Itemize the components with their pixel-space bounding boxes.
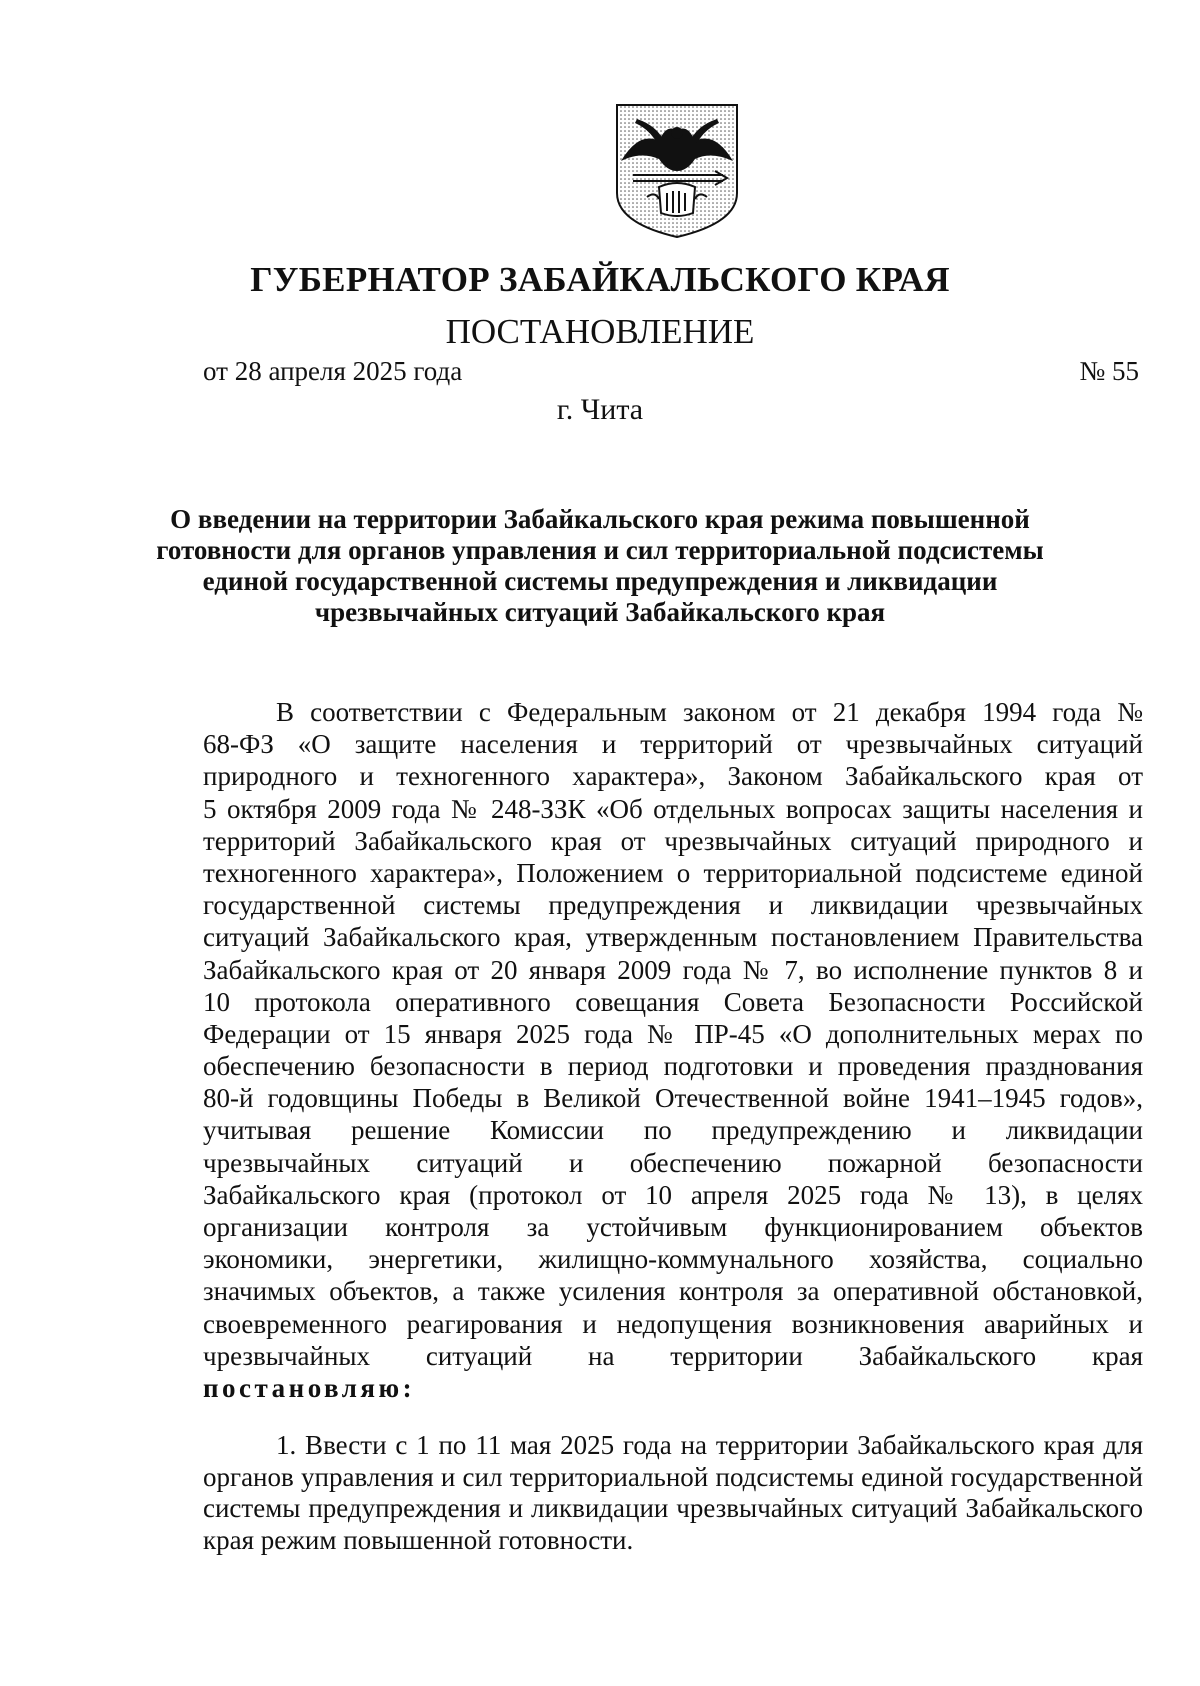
preamble-line: своевременного реагирования и недопущения возникновения аварийных и (203, 1308, 1143, 1339)
title-line: О введении на территории Забайкальского края режима повышенной (170, 504, 1030, 534)
document-number: № 55 (1079, 356, 1139, 386)
preamble-line: В соответствии с Федеральным законом от 21 декабря 1994 года № (276, 697, 1143, 727)
coat-of-arms-icon (611, 101, 743, 241)
paragraph-line: края режим повышенной готовности. (203, 1524, 634, 1555)
paragraph-line: органов управления и сил территориальной подсистемы единой государственной (203, 1461, 1143, 1492)
preamble-line: 5 октября 2009 года № 248-ЗЗК «Об отдельных вопросах защиты населения и (203, 793, 1143, 824)
issuing-authority: ГУБЕРНАТОР ЗАБАЙКАЛЬСКОГО КРАЯ (250, 260, 950, 299)
decree-word: постановляю: (203, 1372, 416, 1403)
preamble-line: значимых объектов, а также усиления контроля за оперативной обстановкой, (203, 1276, 1143, 1307)
document-date: от 28 апреля 2025 года (203, 356, 463, 386)
preamble-line: ситуаций Забайкальского края, утвержденным постановлением Правительства (203, 922, 1143, 953)
document-city: г. Чита (556, 393, 644, 426)
preamble-line: обеспечению безопасности в период подготовки и проведения празднования (203, 1051, 1143, 1082)
preamble (203, 696, 1143, 1404)
preamble-line: Забайкальского края (протокол от 10 апреля 2025 года № 13), в целях (203, 1179, 1143, 1210)
title-line: единой государственной системы предупреждения и ликвидации (202, 566, 998, 596)
preamble-line: экономики, энергетики, жилищно-коммунального хозяйства, социально (203, 1244, 1143, 1275)
paragraph-line: системы предупреждения и ликвидации чрезвычайных ситуаций Забайкальского (203, 1493, 1143, 1523)
preamble-line: организации контроля за устойчивым функционированием объектов (203, 1212, 1143, 1242)
document-type: ПОСТАНОВЛЕНИЕ (445, 312, 755, 351)
preamble-line: территорий Забайкальского края от чрезвычайных ситуаций природного и (203, 825, 1143, 856)
preamble-line: чрезвычайных ситуаций и обеспечению пожарной безопасности (203, 1147, 1143, 1178)
preamble-line: Забайкальского края от 20 января 2009 года № 7, во исполнение пунктов 8 и (203, 954, 1143, 985)
title-line: чрезвычайных ситуаций Забайкальского края (314, 597, 886, 627)
document-title (150, 504, 1050, 628)
preamble-line: учитывая решение Комиссии по предупреждению и ликвидации (203, 1115, 1143, 1146)
paragraph-line: 1. Ввести с 1 по 11 мая 2025 года на территории Забайкальского края для (276, 1430, 1143, 1460)
preamble-line: природного и техногенного характера», Законом Забайкальского края от (203, 761, 1143, 792)
preamble-line: техногенного характера», Положением о территориальной подсистеме единой (203, 857, 1143, 888)
preamble-line: 10 протокола оперативного совещания Совета Безопасности Российской (203, 986, 1143, 1017)
preamble-line: государственной системы предупреждения и ликвидации чрезвычайных (203, 890, 1143, 921)
preamble-line: Федерации от 15 января 2025 года № ПР-45 «О дополнительных мерах по (203, 1018, 1143, 1049)
preamble-line: 80-й годовщины Победы в Великой Отечественной войне 1941–1945 годов», (203, 1083, 1143, 1114)
preamble-line: 68-ФЗ «О защите населения и территорий от чрезвычайных ситуаций (203, 729, 1143, 760)
paragraph-1 (203, 1430, 1143, 1556)
title-line: готовности для органов управления и сил территориальной подсистемы (156, 535, 1044, 565)
preamble-line: чрезвычайных ситуаций на территории Забайкальского края (203, 1340, 1143, 1371)
